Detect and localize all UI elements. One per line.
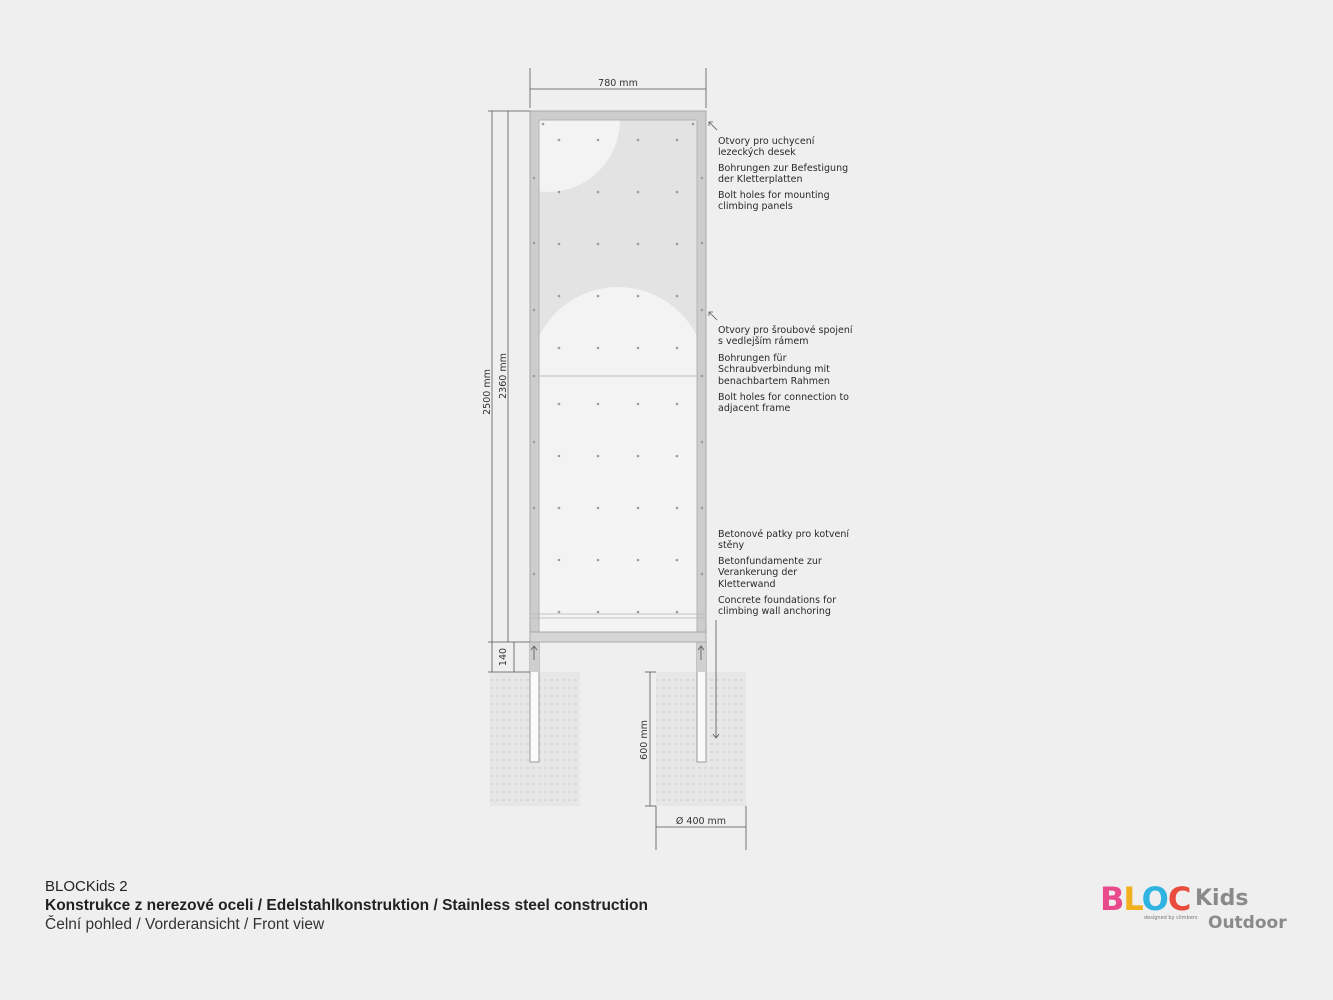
note-line: Bolt holes for connection to — [718, 392, 849, 403]
footer-caption — [45, 877, 648, 934]
clearance-label: 140 — [498, 647, 509, 667]
logo-kids: Kids — [1195, 886, 1249, 911]
construction-description: Konstrukce z nerezové oceli / Edelstahlkonstruktion / Stainless steel construction — [45, 897, 648, 914]
logo-outdoor: Outdoor — [1208, 913, 1287, 933]
note-line: climbing wall anchoring — [718, 606, 831, 617]
note-line: Betonové patky pro kotvení — [718, 529, 849, 540]
note-adjacent-holes — [718, 325, 853, 414]
note-line: Otvory pro uchycení — [718, 136, 815, 147]
note-line: Bohrungen zur Befestigung — [718, 163, 849, 174]
note-line: Betonfundamente zur — [718, 556, 822, 567]
note-line: Concrete foundations for — [718, 595, 837, 606]
logo-tagline: designed by climbers — [1144, 915, 1198, 921]
post-arrows — [531, 646, 704, 660]
note-line: Otvory pro šroubové spojení — [718, 325, 853, 336]
logo-letter: O — [1141, 880, 1168, 918]
width-label: 780 mm — [598, 78, 638, 89]
logo-letter: C — [1167, 880, 1191, 918]
height-total-label: 2500 mm — [482, 369, 493, 415]
height-frame-label: 2360 mm — [498, 353, 509, 399]
blockids-logo — [1100, 880, 1300, 940]
leader-lines — [709, 122, 719, 738]
note-panel-holes — [718, 136, 848, 212]
note-line: Bohrungen für — [718, 353, 787, 364]
diameter-label: Ø 400 mm — [675, 816, 727, 827]
note-line: Kletterwand — [718, 579, 776, 590]
note-line: benachbartem Rahmen — [718, 376, 830, 387]
note-foundations — [718, 529, 849, 617]
note-line: Bolt holes for mounting — [718, 190, 830, 201]
logo-letter: L — [1123, 880, 1142, 918]
note-line: stěny — [718, 540, 745, 551]
depth-label: 600 mm — [639, 720, 650, 760]
note-line: der Kletterplatten — [718, 174, 803, 185]
note-line: lezeckých desek — [718, 147, 796, 158]
note-line: Schraubverbindung mit — [718, 364, 830, 375]
view-description: Čelní pohled / Vorderansicht / Front view — [45, 916, 325, 933]
bottom-rail — [530, 632, 706, 642]
note-line: climbing panels — [718, 201, 793, 212]
climbing-panel — [476, 48, 706, 632]
product-name: BLOCKids 2 — [45, 878, 128, 895]
note-line: adjacent frame — [718, 403, 791, 414]
note-line: Verankerung der — [718, 567, 798, 578]
logo-letter: B — [1100, 880, 1124, 918]
note-line: s vedlejším rámem — [718, 336, 809, 347]
logo-letters — [1100, 880, 1190, 918]
